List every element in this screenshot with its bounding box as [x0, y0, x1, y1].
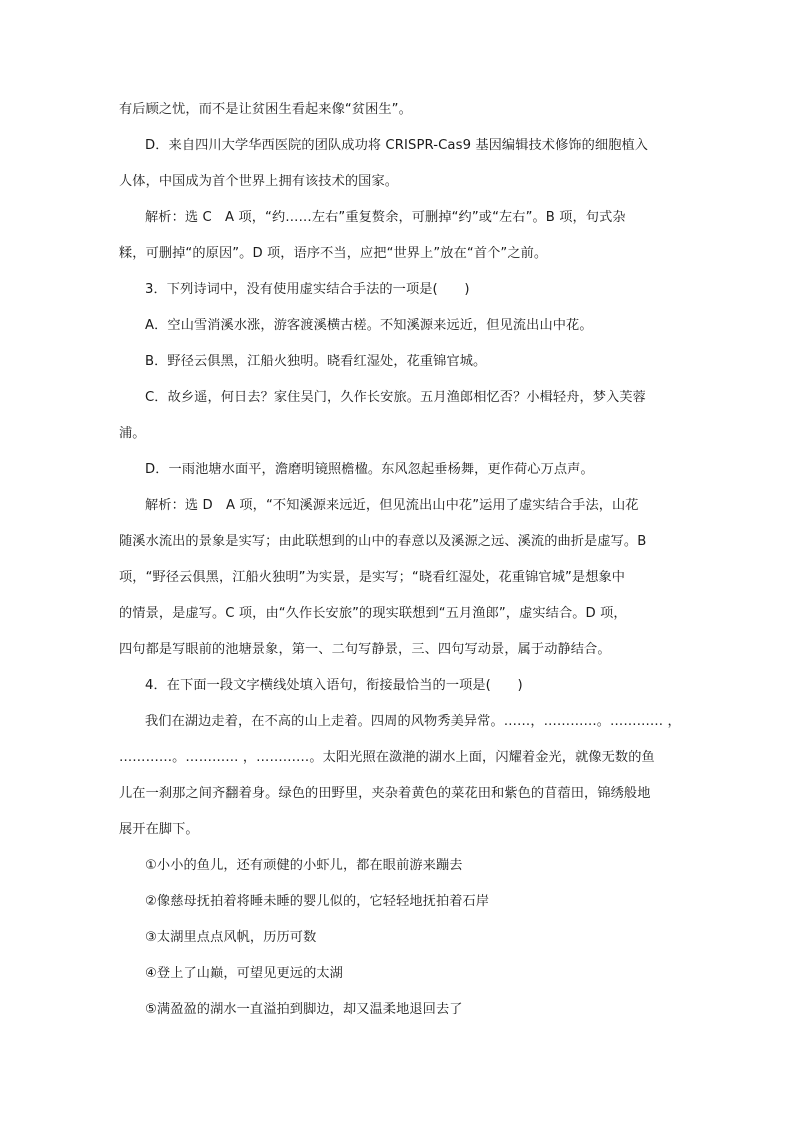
sentence-option-2: ②像慈母抚拍着将睡未睡的婴儿似的，它轻轻地抚拍着石岸	[145, 894, 490, 909]
sentence-option-1: ①小小的鱼儿，还有顽健的小虾儿，都在眼前游来蹦去	[145, 858, 463, 873]
option-b-line: B．野径云俱黑，江船火独明。晓看红湿处，花重锦官城。	[145, 354, 487, 369]
passage-line: …………。………… ，…………。太阳光照在潋滟的湖水上面，闪耀着金光，就像无数的鱼	[119, 750, 655, 765]
sentence-option-4: ④登上了山巅，可望见更远的太湖	[145, 966, 343, 981]
text-line: 糅，可删掉“的原因”。D 项，语序不当，应把“世界上”放在“首个”之前。	[119, 246, 548, 261]
sentence-option-5: ⑤满盈盈的湖水一直溢拍到脚边，却又温柔地退回去了	[145, 1002, 463, 1017]
option-c-line: C．故乡遥，何日去？家住吴门，久作长安旅。五月渔郎相忆否？小楫轻舟，梦入芙蓉	[145, 390, 646, 405]
text-line: 项，“野径云俱黑，江船火独明”为实景，是实写；“晓看红湿处，花重锦官城”是想象中	[119, 570, 626, 585]
sentence-option-3: ③太湖里点点风帆，历历可数	[145, 930, 317, 945]
text-line: 随溪水流出的景象是实写；由此联想到的山中的春意以及溪源之远、溪流的曲折是虚写。B	[119, 534, 647, 549]
analysis-line: 解析：选 C A 项，“约……左右”重复赘余，可删掉“约”或“左右”。B 项，句式杂	[145, 210, 626, 225]
passage-line: 儿在一刹那之间齐翻着身。绿色的田野里，夹杂着黄色的菜花田和紫色的苜蓿田，锦绣般地	[119, 786, 651, 801]
text-line: 浦。	[119, 426, 146, 441]
passage-line: 展开在脚下。	[119, 822, 199, 837]
analysis-line: 解析：选 D A 项，“不知溪源来远近，但见流出山中花”运用了虚实结合手法，山花	[145, 498, 639, 513]
option-d-line: D．一雨池塘水面平，澹磨明镜照檐楹。东风忽起垂杨舞，更作荷心万点声。	[145, 462, 594, 477]
text-line: 人体，中国成为首个世界上拥有该技术的国家。	[119, 174, 399, 189]
option-d-line: D．来自四川大学华西医院的团队成功将 CRISPR-Cas9 基因编辑技术修饰的细胞植入	[145, 138, 649, 153]
text-line: 有后顾之忧，而不是让贫困生看起来像“贫困生”。	[119, 102, 412, 117]
text-line: 的情景，是虚写。C 项，由“久作长安旅”的现实联想到“五月渔郎”，虚实结合。D 项，	[119, 606, 627, 621]
question-3-title: 3．下列诗词中，没有使用虚实结合手法的一项是( )	[145, 282, 470, 297]
text-line: 四句都是写眼前的池塘景象，第一、二句写静景，三、四句写动景，属于动静结合。	[119, 642, 611, 657]
option-a-line: A．空山雪消溪水涨，游客渡溪横古槎。不知溪源来远近，但见流出山中花。	[145, 318, 593, 333]
passage-line: 我们在湖边走着，在不高的山上走着。四周的风物秀美异常。……，…………。………… ，	[145, 714, 681, 729]
question-4-title: 4．在下面一段文字横线处填入语句，衔接最恰当的一项是( )	[145, 678, 523, 693]
